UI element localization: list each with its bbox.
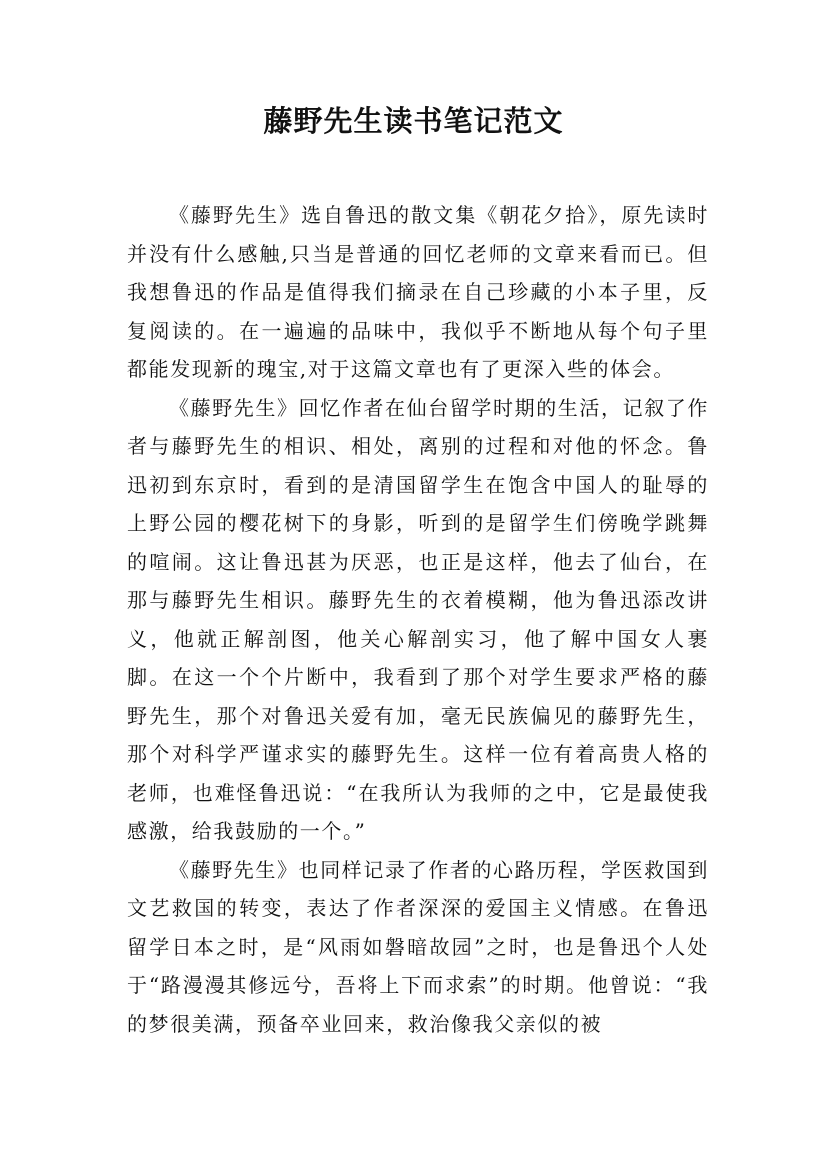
paragraph-patriotism: 《藤野先生》也同样记录了作者的心路历程，学医救国到文艺救国的转变，表达了作者深深的爱国主义情感。在鲁迅留学日本之时，是“风雨如磐暗故园”之时，也是鲁迅个人处于“路漫漫其修远兮，吾将上下而求索”的时期。他曾说：“我的梦很美满，预备卒业回来，救治像我父亲似的被 xyxy=(127,857,709,1036)
paragraph-intro: 《藤野先生》选自鲁迅的散文集《朝花夕拾》，原先读时并没有什么感触,只当是普通的回忆老师的文章来看而已。但我想鲁迅的作品是值得我们摘录在自己珍藏的小本子里，反复阅读的。在一遍遍的品味中，我似乎不断地从每个句子里都能发现新的瑰宝,对于这篇文章也有了更深入些的体会。 xyxy=(127,203,709,381)
paragraph-recollection: 《藤野先生》回忆作者在仙台留学时期的生活，记叙了作者与藤野先生的相识、相处，离别的过程和对他的怀念。鲁迅初到东京时，看到的是清国留学生在饱含中国人的耻辱的上野公园的樱花树下的身影，听到的是留学生们傍晚学跳舞的喧闹。这让鲁迅甚为厌恶，也正是这样，他去了仙台，在那与藤野先生相识。藤野先生的衣着模糊，他为鲁迅添改讲义，他就正解剖图，他关心解剖实习，他了解中国女人裹脚。在这一个个片断中，我看到了那个对学生要求严格的藤野先生，那个对鲁迅关爱有加，毫无民族偏见的藤野先生，那个对科学严谨求实的藤野先生。这样一位有着高贵人格的老师，也难怪鲁迅说：“在我所认为我师的之中，它是最使我感激，给我鼓励的一个。” xyxy=(127,395,709,843)
document-title: 藤野先生读书笔记范文 xyxy=(263,104,564,138)
document-body xyxy=(127,196,709,1043)
